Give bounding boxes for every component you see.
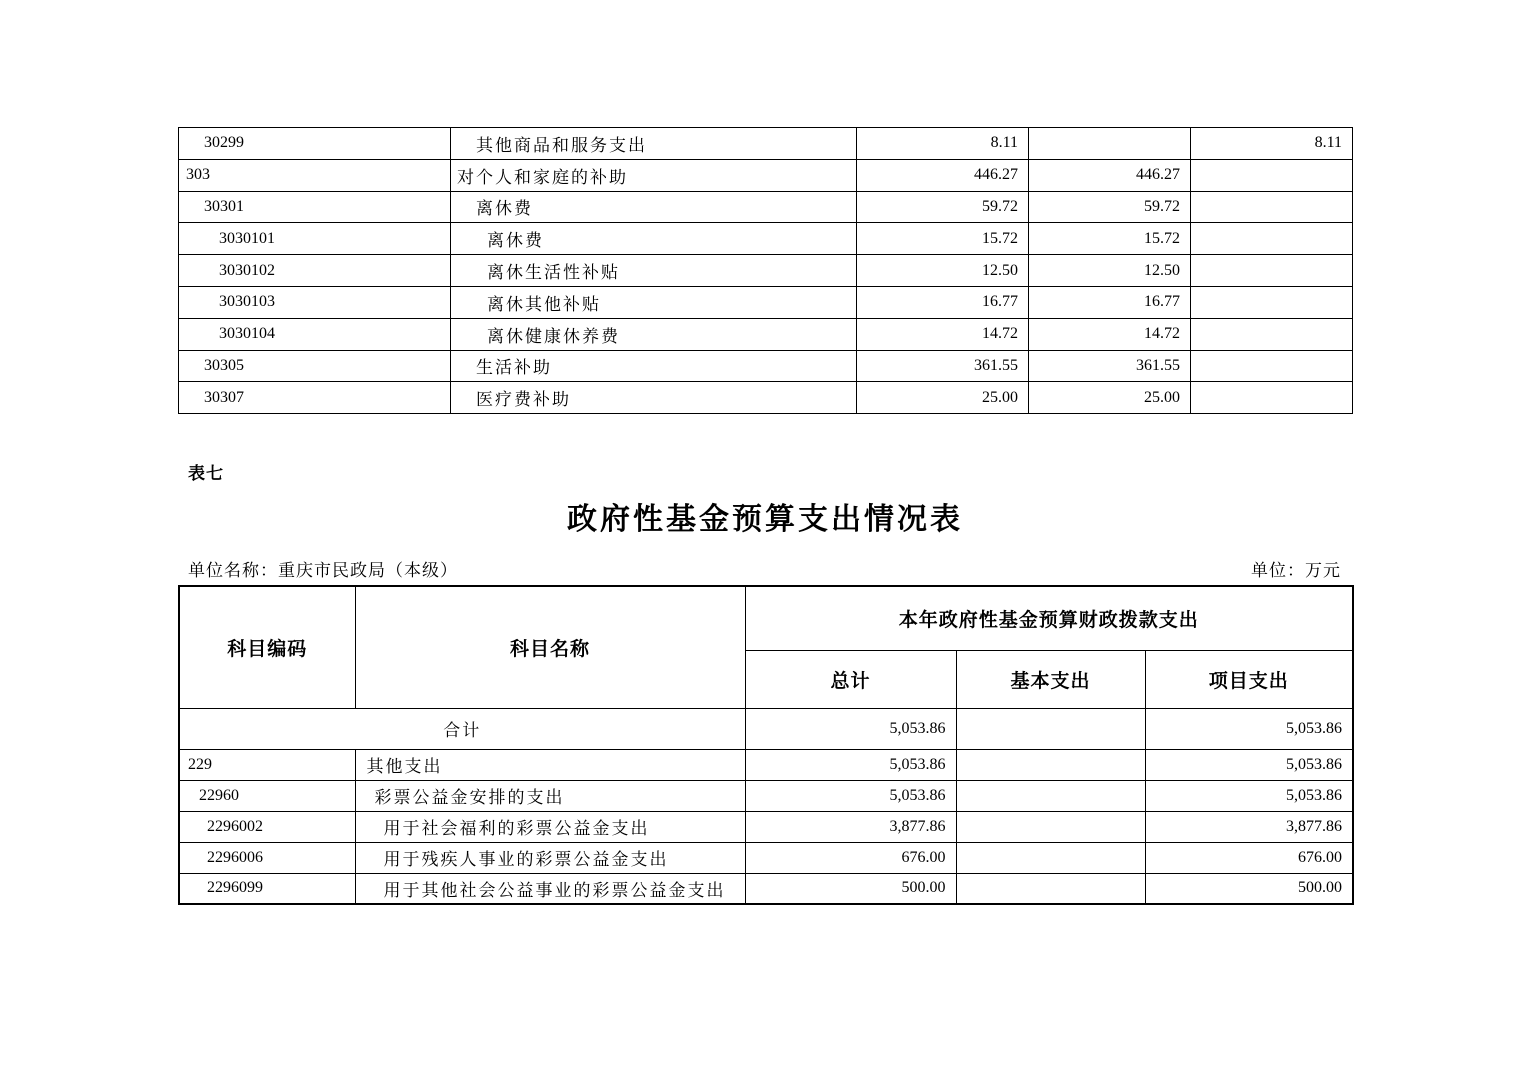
project-cell	[1191, 223, 1353, 255]
name-cell: 对个人和家庭的补助	[451, 159, 857, 191]
name-cell: 离休健康休养费	[451, 318, 857, 350]
code-cell: 30299	[179, 128, 451, 160]
basic-cell	[1029, 128, 1191, 160]
code-cell: 303	[179, 159, 451, 191]
name-cell: 离休费	[451, 223, 857, 255]
table-row	[179, 286, 1353, 318]
code-cell: 3030102	[179, 255, 451, 287]
basic-cell	[956, 780, 1145, 811]
header-code: 科目编码	[179, 586, 355, 708]
basic-cell	[956, 842, 1145, 873]
total-cell: 500.00	[745, 873, 956, 904]
project-cell	[1191, 191, 1353, 223]
total-cell: 361.55	[857, 350, 1029, 382]
project-cell: 676.00	[1145, 842, 1353, 873]
project-cell	[1191, 255, 1353, 287]
code-cell: 3030103	[179, 286, 451, 318]
header-basic: 基本支出	[956, 650, 1145, 708]
basic-cell	[956, 708, 1145, 749]
name-cell: 其他支出	[355, 749, 745, 780]
project-cell: 8.11	[1191, 128, 1353, 160]
table-meta-row	[188, 556, 1341, 581]
table-row	[179, 749, 1353, 780]
table-row	[179, 382, 1353, 414]
total-cell: 676.00	[745, 842, 956, 873]
total-cell: 5,053.86	[745, 780, 956, 811]
total-cell: 59.72	[857, 191, 1029, 223]
name-cell: 彩票公益金安排的支出	[355, 780, 745, 811]
basic-cell: 361.55	[1029, 350, 1191, 382]
name-cell: 生活补助	[451, 350, 857, 382]
code-cell: 2296006	[179, 842, 355, 873]
table-row	[179, 223, 1353, 255]
total-cell: 12.50	[857, 255, 1029, 287]
total-cell: 5,053.86	[745, 749, 956, 780]
project-cell	[1191, 159, 1353, 191]
total-cell: 446.27	[857, 159, 1029, 191]
table-row	[179, 350, 1353, 382]
project-cell	[1191, 350, 1353, 382]
code-cell: 2296002	[179, 811, 355, 842]
project-cell	[1191, 318, 1353, 350]
basic-cell: 15.72	[1029, 223, 1191, 255]
code-cell: 2296099	[179, 873, 355, 904]
basic-cell: 446.27	[1029, 159, 1191, 191]
table-row	[179, 159, 1353, 191]
basic-cell	[956, 749, 1145, 780]
unit-label: 单位：万元	[1251, 561, 1341, 580]
code-cell: 30301	[179, 191, 451, 223]
total-cell: 3,877.86	[745, 811, 956, 842]
table-row	[179, 780, 1353, 811]
header-project: 项目支出	[1145, 650, 1353, 708]
table-row	[179, 255, 1353, 287]
project-cell: 5,053.86	[1145, 749, 1353, 780]
project-cell: 5,053.86	[1145, 780, 1353, 811]
total-label-cell: 合计	[179, 708, 745, 749]
total-cell: 16.77	[857, 286, 1029, 318]
name-cell: 离休费	[451, 191, 857, 223]
code-cell: 30307	[179, 382, 451, 414]
total-cell: 5,053.86	[745, 708, 956, 749]
table-row	[179, 128, 1353, 160]
table-row	[179, 811, 1353, 842]
table-seven-label: 表七	[188, 464, 224, 483]
header-row	[179, 586, 1353, 650]
total-cell: 14.72	[857, 318, 1029, 350]
prior-expenditure-table	[178, 127, 1353, 414]
code-cell: 3030104	[179, 318, 451, 350]
table-row	[179, 191, 1353, 223]
name-cell: 用于其他社会公益事业的彩票公益金支出	[355, 873, 745, 904]
basic-cell: 59.72	[1029, 191, 1191, 223]
page-title: 政府性基金预算支出情况表	[567, 503, 963, 536]
total-cell: 8.11	[857, 128, 1029, 160]
name-cell: 用于社会福利的彩票公益金支出	[355, 811, 745, 842]
org-name-label: 单位名称：重庆市民政局（本级）	[188, 561, 458, 580]
project-cell: 3,877.86	[1145, 811, 1353, 842]
code-cell: 3030101	[179, 223, 451, 255]
name-cell: 用于残疾人事业的彩票公益金支出	[355, 842, 745, 873]
name-cell: 医疗费补助	[451, 382, 857, 414]
grand-total-row	[179, 708, 1353, 749]
basic-cell: 12.50	[1029, 255, 1191, 287]
project-cell	[1191, 382, 1353, 414]
project-cell	[1191, 286, 1353, 318]
basic-cell	[956, 873, 1145, 904]
name-cell: 离休生活性补贴	[451, 255, 857, 287]
code-cell: 22960	[179, 780, 355, 811]
table-row	[179, 873, 1353, 904]
basic-cell: 16.77	[1029, 286, 1191, 318]
name-cell: 其他商品和服务支出	[451, 128, 857, 160]
header-group: 本年政府性基金预算财政拨款支出	[745, 586, 1353, 650]
basic-cell: 14.72	[1029, 318, 1191, 350]
total-cell: 25.00	[857, 382, 1029, 414]
project-cell: 500.00	[1145, 873, 1353, 904]
name-cell: 离休其他补贴	[451, 286, 857, 318]
header-total: 总计	[745, 650, 956, 708]
table-row	[179, 318, 1353, 350]
header-name: 科目名称	[355, 586, 745, 708]
project-cell: 5,053.86	[1145, 708, 1353, 749]
fund-budget-table	[178, 585, 1354, 905]
code-cell: 229	[179, 749, 355, 780]
basic-cell: 25.00	[1029, 382, 1191, 414]
total-cell: 15.72	[857, 223, 1029, 255]
basic-cell	[956, 811, 1145, 842]
table-row	[179, 842, 1353, 873]
code-cell: 30305	[179, 350, 451, 382]
